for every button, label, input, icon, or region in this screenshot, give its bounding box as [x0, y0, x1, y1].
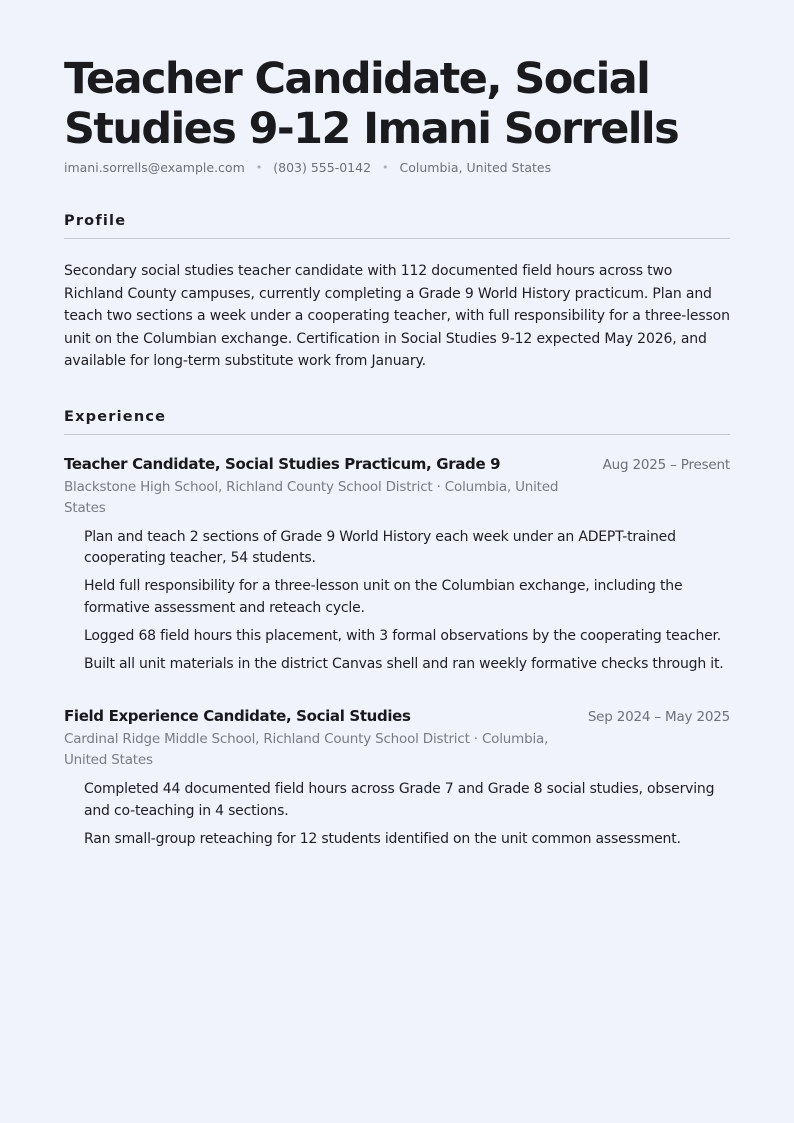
- experience-section: [64, 409, 730, 851]
- job-bullet: Built all unit materials in the district Canvas shell and ran weekly formative checks through it.: [84, 655, 724, 672]
- contact-phone[interactable]: (803) 555-0142: [273, 160, 372, 175]
- job-header: [64, 707, 730, 725]
- job-title: Teacher Candidate, Social Studies Practicum, Grade 9: [64, 454, 501, 473]
- job-bullets: [64, 527, 730, 676]
- job-dates: Aug 2025 – Present: [602, 456, 730, 473]
- contact-separator: •: [255, 161, 263, 174]
- profile-summary: Secondary social studies teacher candidate with 112 documented field hours across two Richland County campuses, currently completing a Grade 9 World History practicum. Plan and teach two sections a week under a cooperating teacher, with full responsibility for a three-lesson unit on the Columbian exchange. Certification in Social Studies 9-12 expected May 2026, and available for long-term substitute work from January.: [64, 263, 730, 369]
- job-bullet: Ran small-group reteaching for 12 students identified on the unit common assessment.: [84, 830, 681, 847]
- job-bullet: Held full responsibility for a three-lesson unit on the Columbian exchange, including the formative assessment and reteach cycle.: [84, 578, 683, 616]
- section-heading-profile: Profile: [64, 213, 730, 239]
- contact-location: Columbia, United States: [399, 160, 552, 175]
- contact-separator: •: [382, 161, 389, 174]
- job-entry: [64, 707, 730, 850]
- candidate-name: Teacher Candidate, Social Studies 9-12 Imani Sorrells: [64, 54, 679, 154]
- job-bullet: Completed 44 documented field hours across Grade 7 and Grade 8 social studies, observing and co-teaching in 4 sections.: [84, 781, 715, 819]
- job-bullet: Logged 68 field hours this placement, with 3 formal observations by the cooperating teacher.: [84, 627, 722, 644]
- job-title: Field Experience Candidate, Social Studies: [64, 707, 411, 725]
- section-heading-experience: Experience: [64, 409, 730, 435]
- contact-email[interactable]: imani.sorrells@example.com: [64, 160, 245, 175]
- job-organization: Cardinal Ridge Middle School, Richland County School District · Columbia, United States: [64, 731, 549, 768]
- job-bullets: [64, 779, 730, 850]
- job-bullet: Plan and teach 2 sections of Grade 9 World History each week under an ADEPT-trained cooperating teacher, 54 students.: [84, 528, 676, 566]
- job-entry: [64, 455, 730, 676]
- job-organization: Blackstone High School, Richland County School District · Columbia, United States: [64, 478, 559, 516]
- contact-line: [64, 160, 730, 175]
- job-dates: Sep 2024 – May 2025: [587, 709, 730, 725]
- job-header: [64, 455, 730, 473]
- profile-section: [64, 213, 730, 373]
